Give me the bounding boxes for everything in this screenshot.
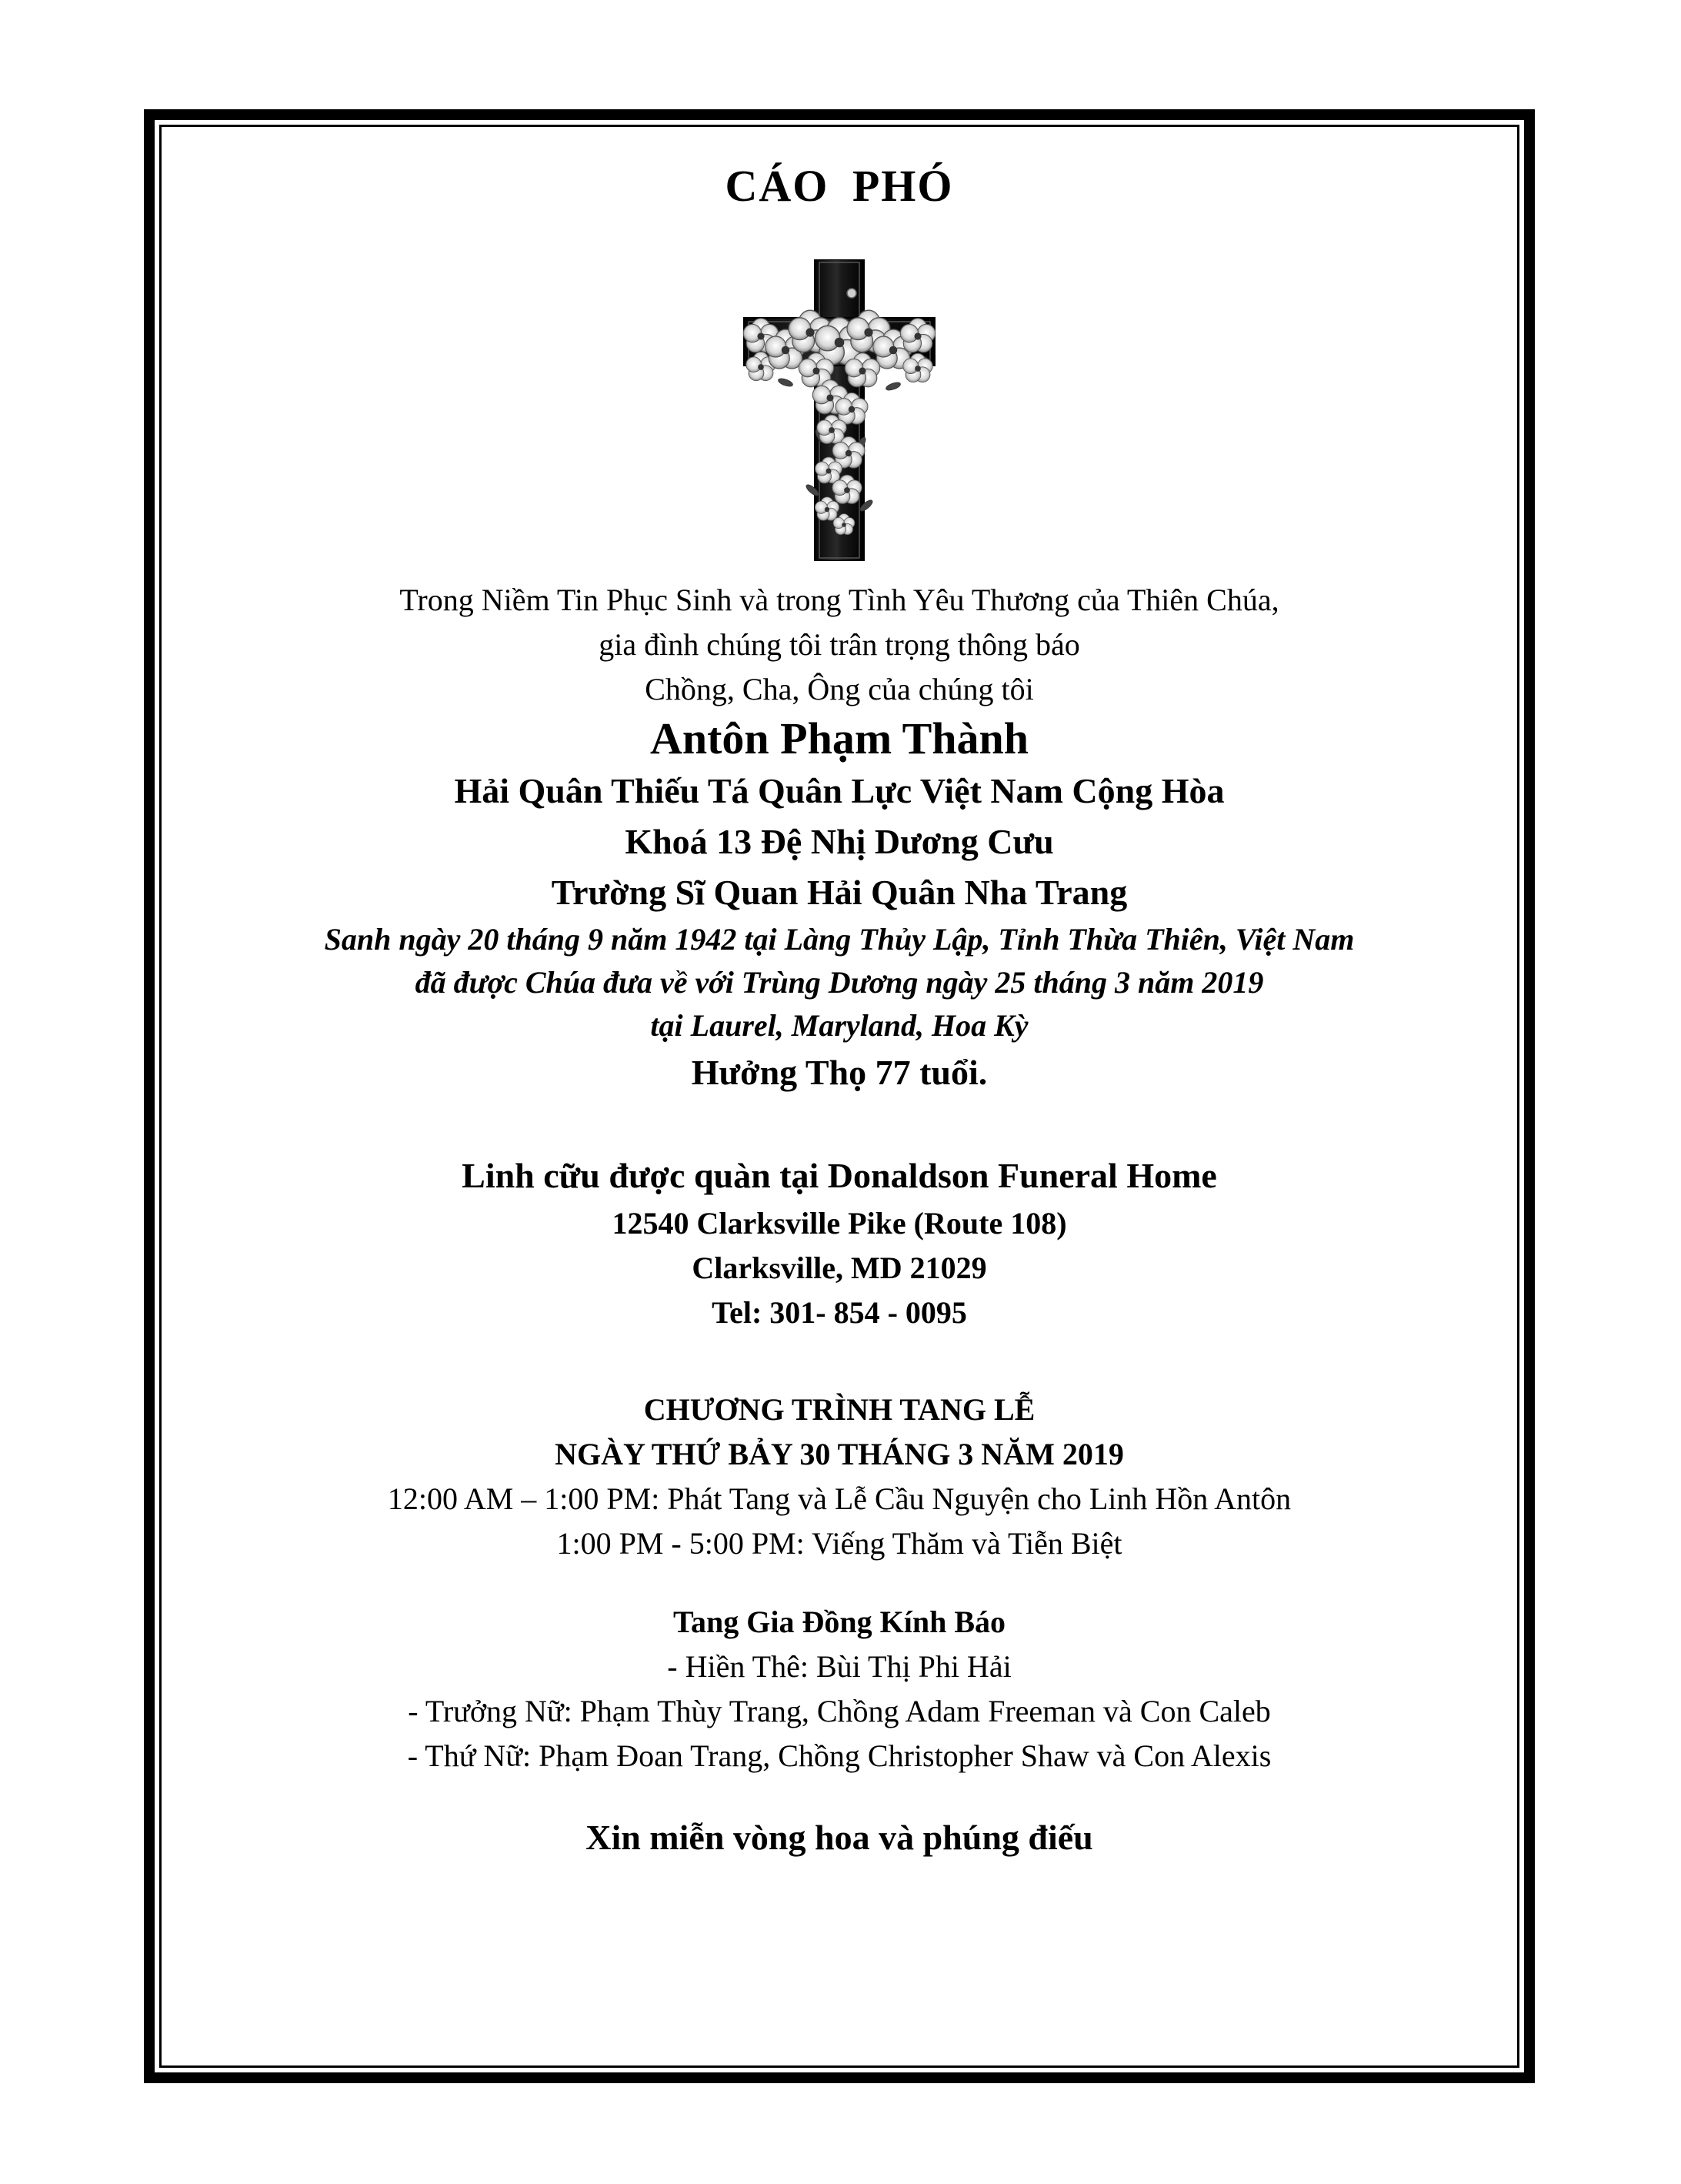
life-line: tại Laurel, Maryland, Hoa Kỳ (650, 1008, 1029, 1043)
age-line: Hưởng Thọ 77 tuổi. (691, 1053, 988, 1092)
funeral-home-address: Clarksville, MD 21029 (692, 1251, 987, 1285)
obituary-content (162, 127, 1517, 1863)
family-member: - Thứ Nữ: Phạm Đoan Trang, Chồng Christopher Shaw và Con Alexis (407, 1738, 1272, 1773)
funeral-home-block (162, 1150, 1517, 1335)
funeral-home-phone: Tel: 301- 854 - 0095 (712, 1295, 967, 1330)
family-block (162, 1600, 1517, 1778)
family-member: - Trưởng Nữ: Phạm Thùy Trang, Chồng Adam Freeman và Con Caleb (408, 1694, 1271, 1728)
deceased-title: Hải Quân Thiếu Tá Quân Lực Việt Nam Cộng Hòa (454, 771, 1225, 810)
life-line: Sanh ngày 20 tháng 9 năm 1942 tại Làng Thủy Lập, Tỉnh Thừa Thiên, Việt Nam (324, 922, 1355, 957)
intro-line: gia đình chúng tôi trân trọng thông báo (599, 627, 1080, 662)
program-heading: CHƯƠNG TRÌNH TANG LỄ (643, 1392, 1036, 1427)
floral-cross-icon (739, 259, 939, 561)
funeral-home-heading: Linh cữu được quàn tại Donaldson Funeral Home (462, 1156, 1217, 1195)
family-heading: Tang Gia Đồng Kính Báo (672, 1605, 1006, 1639)
funeral-home-address: 12540 Clarksville Pike (Route 108) (612, 1206, 1067, 1241)
page-title: CÁO PHÓ (725, 161, 954, 211)
closing-note: Xin miễn vòng hoa và phúng điếu (585, 1818, 1093, 1857)
intro-line: Chồng, Cha, Ông của chúng tôi (645, 672, 1034, 706)
intro-block (162, 578, 1517, 712)
life-line: đã được Chúa đưa về với Trùng Dương ngày 25 tháng 3 năm 2019 (415, 965, 1264, 1000)
deceased-name: Antôn Phạm Thành (649, 713, 1029, 763)
deceased-title: Trường Sĩ Quan Hải Quân Nha Trang (551, 873, 1128, 912)
program-date: NGÀY THỨ BẢY 30 THÁNG 3 NĂM 2019 (555, 1437, 1124, 1471)
intro-line: Trong Niềm Tin Phục Sinh và trong Tình Yêu Thương của Thiên Chúa, (399, 583, 1279, 617)
program-block (162, 1388, 1517, 1566)
program-item: 1:00 PM - 5:00 PM: Viếng Thăm và Tiễn Biệt (556, 1526, 1122, 1561)
family-member: - Hiền Thê: Bùi Thị Phi Hải (667, 1649, 1012, 1684)
program-item: 12:00 AM – 1:00 PM: Phát Tang và Lễ Cầu Nguyện cho Linh Hồn Antôn (387, 1481, 1292, 1516)
deceased-title: Khoá 13 Đệ Nhị Dương Cưu (625, 822, 1054, 861)
